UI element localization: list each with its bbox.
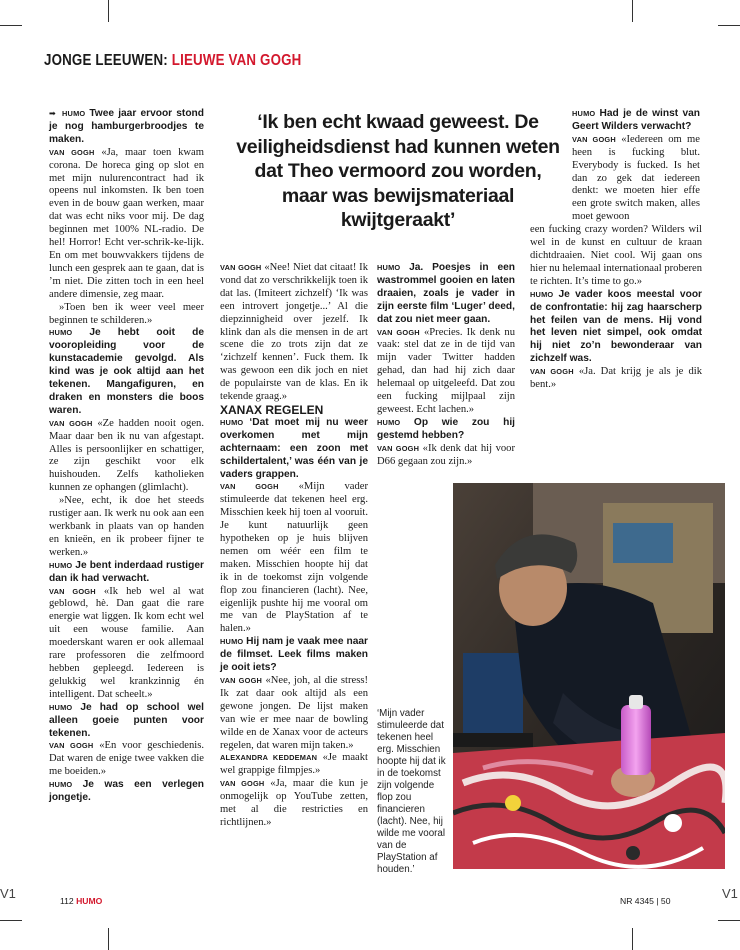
- speaker-label: HUMO: [62, 109, 86, 118]
- speaker-label: VAN GOGH: [49, 586, 96, 596]
- section-header: [44, 52, 301, 70]
- answer: «Iedereen om me heen is fucking blut. Everybody is fucked. Is het dan zo gek dat iedereen denkt: we moeten hier effe een grote switch maken, alles moet gewoon: [572, 133, 700, 223]
- question: Had je de winst van Geert Wilders verwacht?: [572, 108, 700, 132]
- speaker-label: HUMO: [49, 780, 73, 790]
- answer: «Ik heb wel al wat geblowd, hè. Dan gaat die rare energie wat liggen. Ik kom echt wel uit een wouse familie. Aan moederskant waren er ook allemaal rare professoren die zelfmoord hebben gepleegd. Iedereen is gelukkig wel krankzinnig én intelligent. Dat scheelt.»: [49, 585, 205, 700]
- crop-mark: [0, 25, 22, 26]
- speaker-label: VAN GOGH: [49, 418, 93, 428]
- crop-mark: [0, 920, 22, 921]
- arrow-right-icon: ➡: [49, 109, 56, 118]
- question: Op wie zou hij gestemd hebben?: [377, 416, 515, 441]
- answer: «Ze hadden nooit ogen. Maar daar ben ik nu van afgestapt. Alles is persoonlijker en schattiger, ze zijn geschikt voor elk huishouden. Zelfs katholieken kunnen ze ophangen (glimlacht).: [49, 417, 204, 494]
- speaker-label: HUMO: [49, 702, 73, 712]
- brand-name: HUMO: [76, 896, 103, 906]
- answer: «Ja, maar toen kwam corona. De horeca ging op slot en met mijn nulurencontract had ik opeens nul inkomsten. Ik ben toen even in de bouw gaan werken, maar dat was echt niks voor mij. De dag beginnen met 100% NL-radio. De hel! Horror! Echt ver-schrik-ke-lijk. En om met bouwvakkers tijdens de lunch een gesprek aan te gaan, dat is ’m niet. Die zitten toch in een heel andere dimensie, zeg maar.: [49, 146, 204, 300]
- answer: «En voor geschiedenis. Dat waren de enige twee vakken die me boeiden.»: [49, 740, 205, 778]
- question: Hij nam je vaak mee naar de filmset. Leek films maken je ooit iets?: [220, 636, 368, 674]
- answer: «Je maakt wel grappige filmpjes.»: [220, 752, 368, 777]
- photo-caption: ‘Mijn vader stimuleerde dat tekenen heel erg. Misschien hoopte hij dat ik in de toekomst zijn volgende flop zou financieren (lacht). Nee, hij wilde me vooral van de PlayStation af houden.’: [377, 708, 446, 875]
- answer: «Ik denk dat hij voor D66 gegaan zou zijn.»: [377, 442, 515, 467]
- speaker-label: VAN GOGH: [377, 443, 420, 453]
- speaker-label: ALEXANDRA KEDDEMAN: [220, 753, 318, 763]
- article-column-3: [377, 262, 515, 469]
- answer: «Nee, joh, al die stress! Ik zat daar ook altijd als een gewone jongen. De lijst maken van wie er mee naar de bowling wilde en de Xanax voor de acteurs regelen, dat waren mijn taken.»: [220, 675, 368, 751]
- registration-mark-left: V1: [0, 886, 16, 901]
- issue-number: NR 4345 | 50: [620, 896, 671, 906]
- speaker-label: VAN GOGH: [220, 263, 262, 272]
- question: Ja. Poesjes in een wastrommel gooien en laten draaien, zoals je vader in zijn eerste film ‘Luger’ deed, dat zou niet meer gaan.: [377, 262, 515, 325]
- question: Je vader koos meestal voor de confrontatie: hij zag haarscherp het feilen van de mens. Hij vond het leven niet simpel, ook omdat hij niet zo’n bewonderaar van zichzelf was.: [530, 288, 703, 365]
- crop-mark: [632, 928, 633, 950]
- footer-left: [60, 896, 102, 906]
- article-column-1: [49, 108, 204, 805]
- question: Je bent inderdaad rustiger dan ik had verwacht.: [49, 559, 204, 584]
- speaker-label: VAN GOGH: [572, 134, 616, 144]
- section-subject: LIEUWE VAN GOGH: [171, 52, 302, 69]
- registration-mark-right: V1: [722, 886, 738, 901]
- question: Je hebt ooit de vooropleiding voor de kunstacademie gevolgd. Als kind was je ook altijd aan het tekenen. Mangafiguren, en draken en monsters die boos waren.: [49, 327, 204, 416]
- subheading: XANAX REGELEN: [220, 402, 324, 417]
- speaker-label: HUMO: [377, 263, 401, 272]
- answer: «Ja. Dat krijg je als je dik bent.»: [530, 366, 703, 391]
- question: Je had op school wel alleen goeie punten voor tekenen.: [49, 701, 204, 739]
- answer: »Toen ben ik weer veel meer beginnen te schilderen.»: [49, 301, 204, 326]
- speaker-label: VAN GOGH: [377, 327, 420, 337]
- answer: »Nee, echt, ik doe het steeds rustiger aan. Ik werk nu ook aan een werkbank in plaats van op handen en knieën, en ik probeer fijner te werken.»: [49, 495, 204, 558]
- artist-photo: [453, 483, 725, 869]
- answer: «Ja, maar die kun je onmogelijk op YouTube zetten, met al die restricties en richtlijnen.»: [220, 778, 368, 828]
- section-label: JONGE LEEUWEN:: [44, 52, 168, 69]
- page-number: 112: [60, 896, 74, 906]
- crop-mark: [108, 928, 109, 950]
- artist-painting-illustration: [453, 483, 725, 869]
- answer: «Mijn vader stimuleerde dat tekenen heel erg. Misschien keek hij toen al vooruit. Je kunt natuurlijk geen hypotheken op je huis blijven nemen om wéér een film te maken. Misschien hoopte hij dat ik in de toekomst zijn volgende flop zou financieren (lacht). Nee, eigenlijk pushte hij me vooral om me van de PlayStation af te halen.»: [220, 481, 369, 635]
- answer: «Precies. Ik denk nu vaak: stel dat ze in de tijd van mijn vader Twitter hadden gehad, dan had hij zich daar helemaal op uitgeleefd. Dat zou een fucking mijlpaal zijn geweest. Echt lachen.»: [377, 326, 516, 415]
- speaker-label: VAN GOGH: [530, 367, 574, 377]
- question: Twee jaar ervoor stond je nog hamburgerbroodjes te maken.: [49, 108, 204, 145]
- question: Je was een verlegen jongetje.: [49, 779, 204, 804]
- speaker-label: VAN GOGH: [220, 779, 265, 789]
- speaker-label: HUMO: [530, 289, 554, 299]
- pull-quote: ‘Ik ben echt kwaad geweest. De veiligheidsdienst had kunnen weten dat Theo vermoord zou worden, maar was bewijsmateriaal kwijtgeraakt’: [236, 111, 560, 231]
- speaker-label: VAN GOGH: [49, 147, 95, 157]
- question: ‘Dat moet mij nu weer overkomen met mijn achternaam: een zoon met schildertalent,’ was één van je vaders grappen.: [220, 416, 368, 480]
- crop-mark: [718, 920, 740, 921]
- speaker-label: VAN GOGH: [220, 482, 279, 492]
- answer: «Nee! Niet dat citaat! Ik vond dat zo verschrikkelijk toen ik dat las. (Imiteert zichzelf) ‘Ik was een introvert jongetje...’ Al die diepzinnigheid over jezelf. Ik klink dan als die mensen in de art scene die zo trots zijn dat ze ‘zichzelf kennen’. Fuck them. Ik was gewoon een dik joch en niet de populairste van de klas. En ik tekende graag.»: [220, 262, 368, 403]
- speaker-label: HUMO: [49, 328, 73, 338]
- article-column-4: [530, 108, 702, 392]
- speaker-label: HUMO: [220, 637, 244, 647]
- crop-mark: [632, 0, 633, 22]
- crop-mark: [718, 25, 740, 26]
- speaker-label: VAN GOGH: [220, 676, 263, 685]
- answer: een fucking crazy worden? Wilders wil wel in de kunst en cultuur de kraan dichtdraaien. Niet cool. Wij gaan ons hier nu helemaal internationaal proberen te richten. It’s time to go.»: [530, 224, 702, 287]
- speaker-label: HUMO: [572, 109, 596, 118]
- speaker-label: HUMO: [49, 560, 73, 570]
- speaker-label: HUMO: [377, 417, 401, 427]
- crop-mark: [108, 0, 109, 22]
- speaker-label: HUMO: [220, 417, 244, 427]
- article-column-2: [220, 262, 368, 830]
- speaker-label: VAN GOGH: [49, 741, 94, 751]
